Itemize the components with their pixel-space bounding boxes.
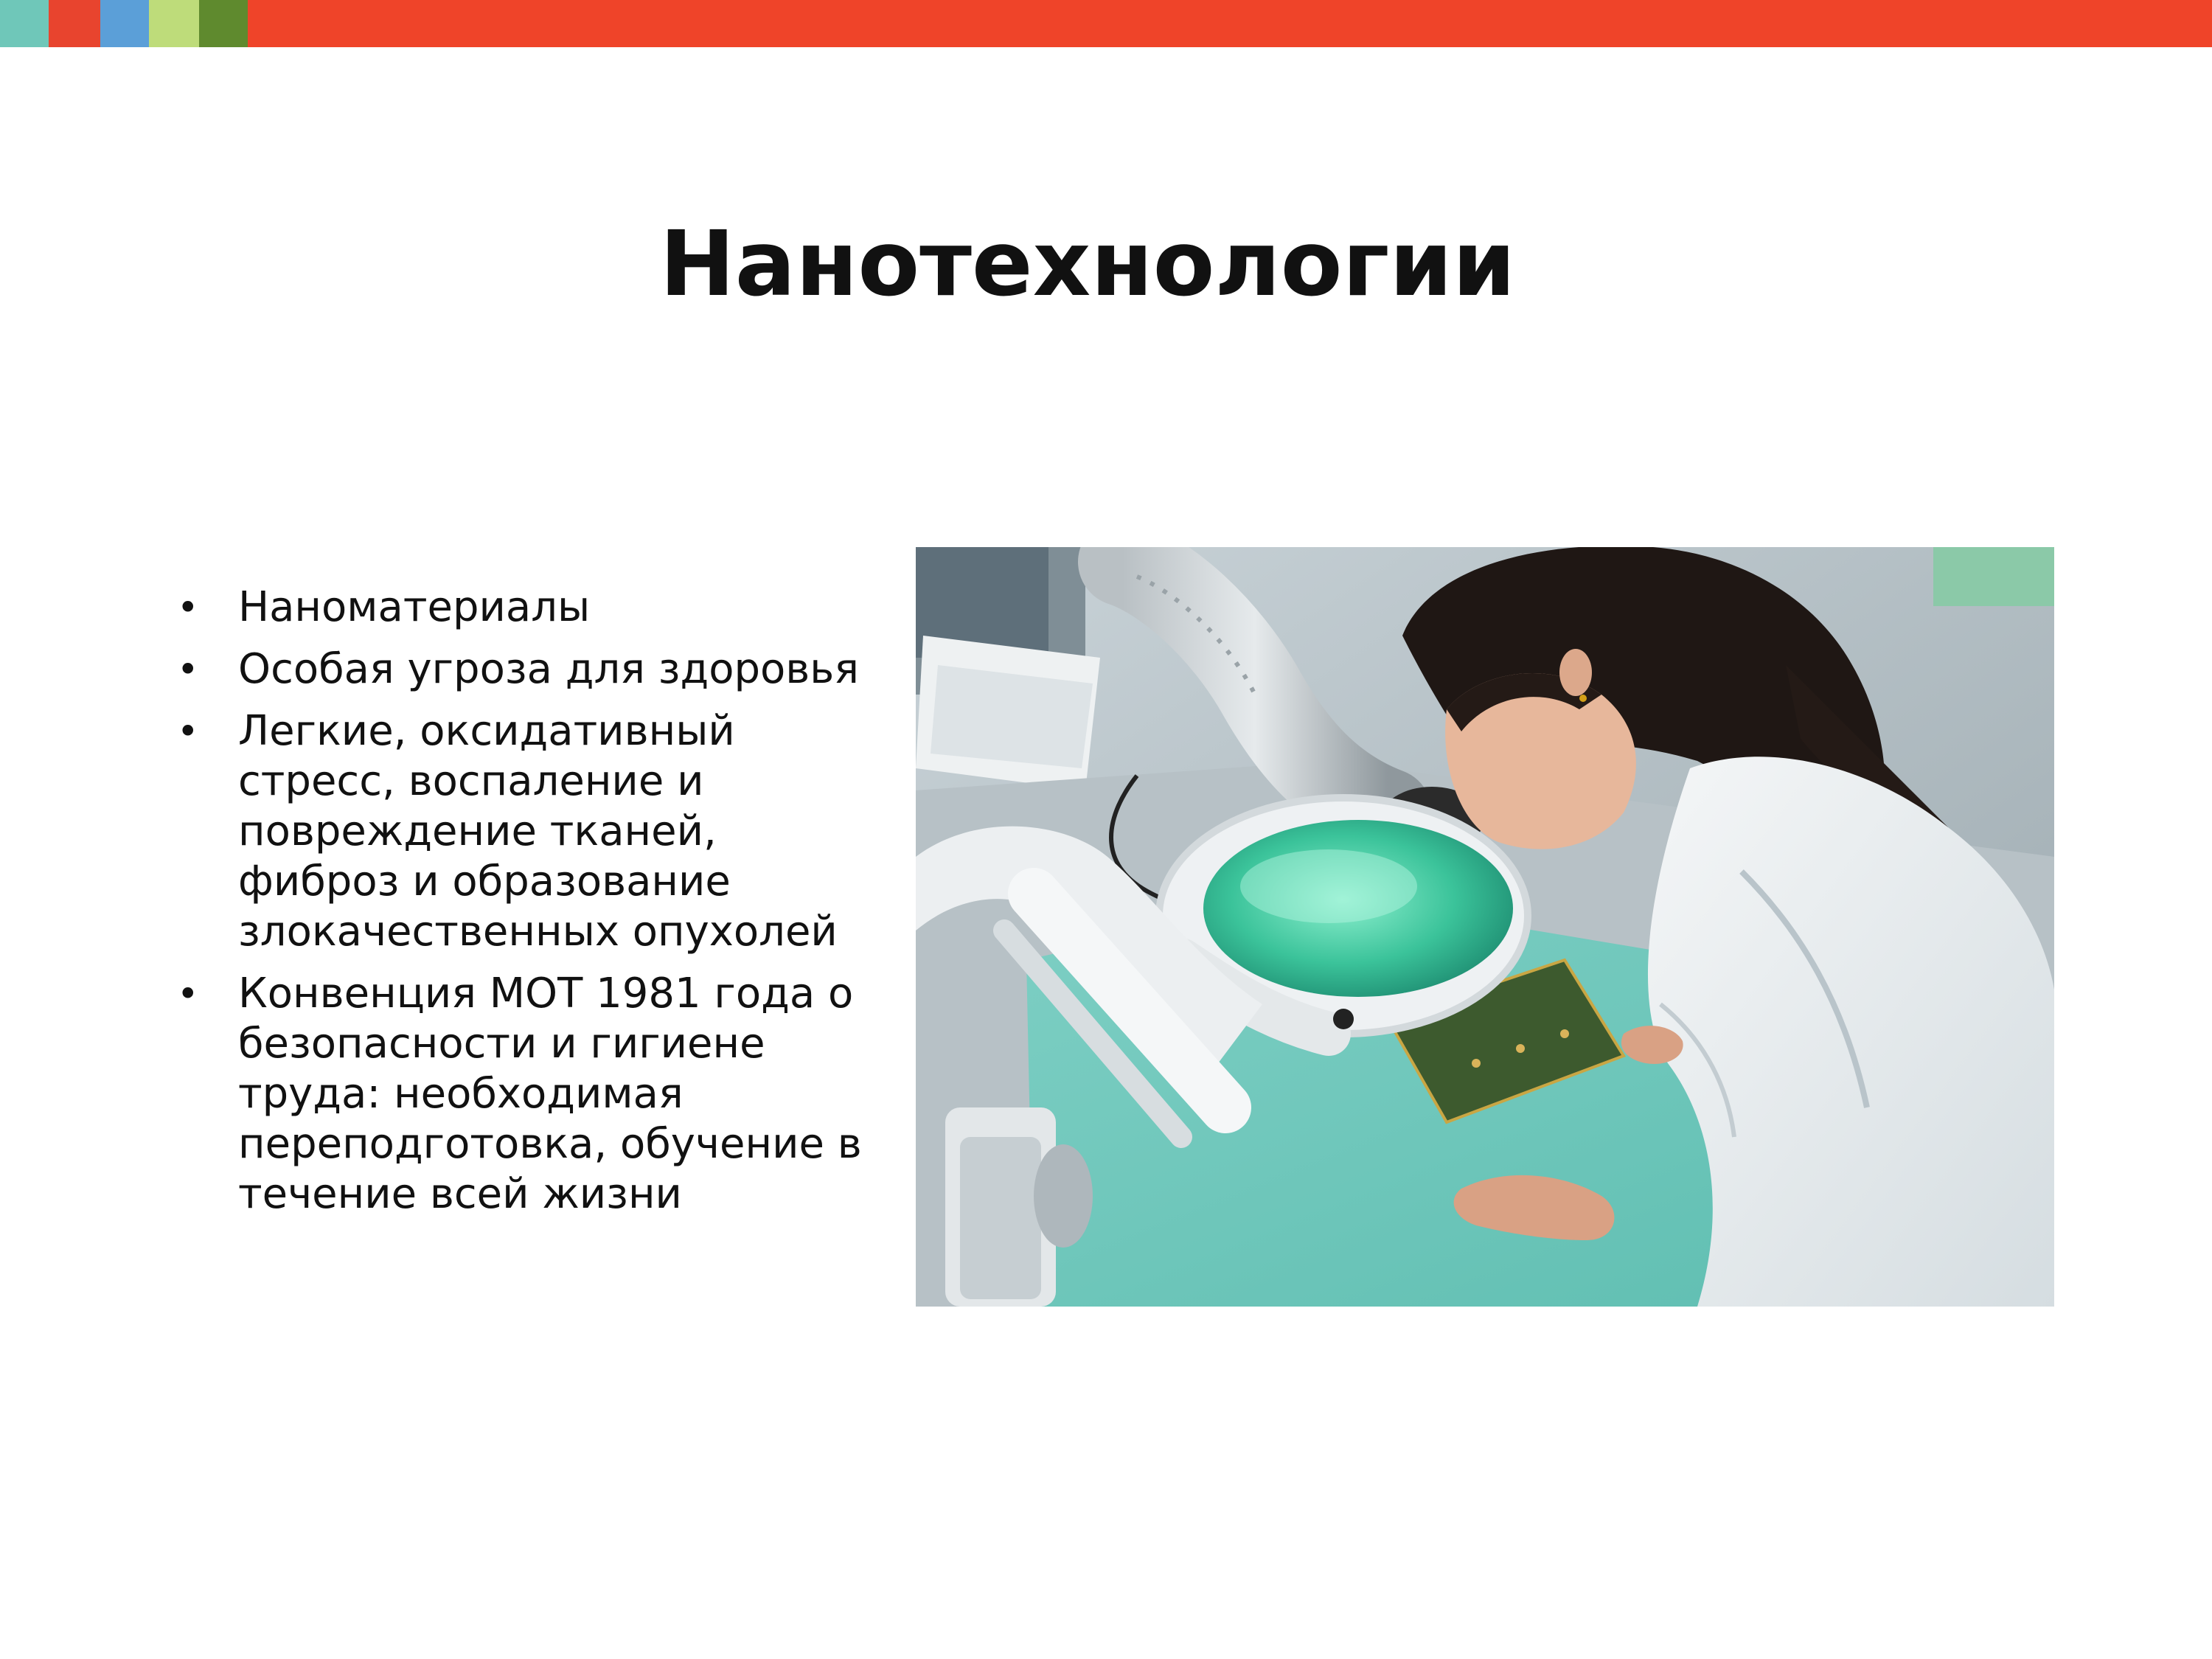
bullet-list	[166, 582, 874, 1231]
bullet-icon: •	[177, 710, 199, 753]
color-block-green	[199, 0, 248, 47]
bullet-item	[166, 969, 874, 1220]
slide-title: Нанотехнологии	[659, 212, 1516, 316]
bullet-item	[166, 582, 874, 633]
bullet-item	[166, 706, 874, 957]
bullet-text: Конвенция МОТ 1981 года о безопасности и гигиене труда: необходимая переподготовка, обучение в течение всей жизни	[238, 970, 862, 1218]
color-block-lime	[149, 0, 199, 47]
bullet-item	[166, 644, 874, 695]
color-block-blue	[100, 0, 149, 47]
bullet-text: Особая угроза для здоровья	[238, 645, 859, 693]
bullet-icon: •	[177, 648, 199, 691]
color-block-teal	[0, 0, 49, 47]
bullet-text: Наноматериалы	[238, 583, 591, 631]
color-block-red	[49, 0, 100, 47]
bullet-icon: •	[177, 973, 199, 1015]
lab-technician-photo	[916, 547, 2054, 1307]
bullet-icon: •	[177, 586, 199, 629]
top-color-bar	[0, 0, 2212, 47]
bullet-text: Легкие, оксидативный стресс, воспаление и повреждение тканей, фиброз и образование злокачественных опухолей	[238, 707, 838, 956]
color-band-orange	[248, 0, 2212, 47]
